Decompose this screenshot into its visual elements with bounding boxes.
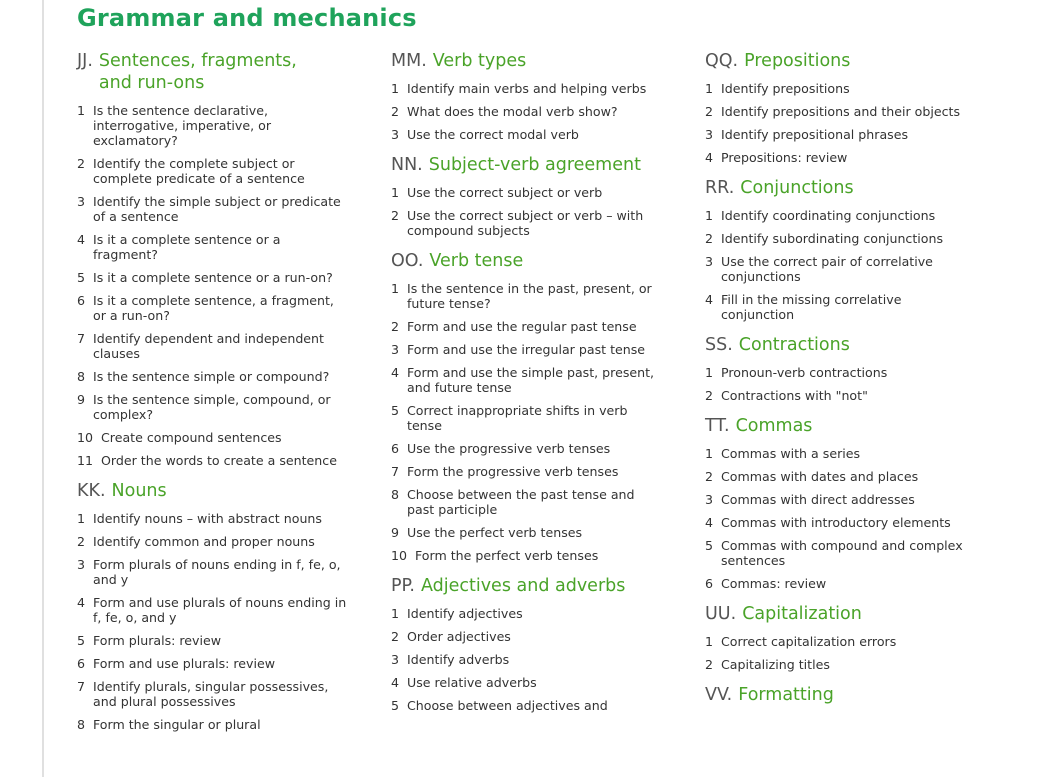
skill-link[interactable]	[77, 430, 347, 445]
skill-label[interactable]: Use the correct subject or verb	[407, 185, 603, 200]
skill-link[interactable]	[391, 487, 661, 517]
skill-number: 1	[705, 365, 714, 380]
skill-label[interactable]: Identify common and proper nouns	[93, 534, 315, 549]
skill-number: 1	[391, 81, 400, 96]
skill-number: 9	[391, 525, 400, 540]
skill-number: 3	[705, 127, 714, 142]
section-title-link[interactable]: Capitalization	[742, 604, 862, 624]
skill-link[interactable]	[705, 634, 975, 649]
skill-link[interactable]	[77, 232, 347, 262]
skill-link[interactable]	[77, 453, 347, 468]
skill-number: 5	[77, 633, 86, 648]
skill-number: 1	[705, 208, 714, 223]
skill-label[interactable]: Identify dependent and independent clauses	[93, 331, 324, 361]
skill-section	[391, 575, 671, 713]
skill-link[interactable]	[705, 150, 975, 165]
skill-label[interactable]: Identify prepositional phrases	[721, 127, 909, 142]
skill-number: 7	[77, 679, 86, 694]
skill-link[interactable]	[391, 208, 661, 238]
skill-link[interactable]	[705, 127, 975, 142]
section-code: SS.	[705, 335, 733, 355]
skill-label[interactable]: Identify prepositions	[721, 81, 850, 96]
page-title: Grammar and mechanics	[77, 4, 417, 32]
skill-number: 3	[391, 652, 400, 667]
skill-link[interactable]	[77, 557, 347, 587]
skill-label[interactable]: Use the correct modal verb	[407, 127, 579, 142]
skill-number: 1	[391, 606, 400, 621]
skill-link[interactable]	[391, 185, 661, 200]
skill-label[interactable]: Identify adjectives	[407, 606, 523, 621]
skill-number: 1	[705, 446, 714, 461]
skill-label[interactable]: Identify nouns – with abstract nouns	[93, 511, 322, 526]
skill-label[interactable]: Correct inappropriate shifts in verb tense	[407, 403, 628, 433]
skill-label[interactable]: Form the progressive verb tenses	[407, 464, 619, 479]
skill-number: 1	[705, 634, 714, 649]
skill-link[interactable]	[391, 342, 661, 357]
skill-link[interactable]	[77, 595, 347, 625]
skill-label[interactable]: Use the correct subject or verb – with compound subjects	[407, 208, 644, 238]
skill-label[interactable]: Is it a complete sentence or a run-on?	[93, 270, 333, 285]
skill-number: 1	[705, 81, 714, 96]
skill-link[interactable]	[705, 292, 975, 322]
section-heading	[705, 177, 985, 199]
skill-link[interactable]	[391, 319, 661, 334]
skill-section	[705, 334, 985, 403]
skill-section	[391, 50, 671, 142]
skill-list	[391, 185, 671, 238]
skill-link[interactable]	[77, 392, 347, 422]
skill-number: 5	[391, 403, 400, 418]
skill-number: 1	[391, 185, 400, 200]
section-code: QQ.	[705, 51, 739, 71]
skill-link[interactable]	[705, 254, 975, 284]
section-code: UU.	[705, 604, 737, 624]
skill-label[interactable]: Is the sentence declarative, interrogative, imperative, or exclamatory?	[93, 103, 272, 148]
section-title-link[interactable]: Subject-verb agreement	[428, 155, 641, 175]
skill-number: 4	[391, 365, 400, 380]
section-code: JJ.	[77, 51, 93, 71]
skill-label[interactable]: Form and use plurals of nouns ending in f, fe, o, and y	[93, 595, 347, 625]
skill-number: 8	[77, 717, 86, 732]
section-title-link[interactable]: Adjectives and adverbs	[420, 576, 626, 596]
skill-number: 2	[391, 104, 400, 119]
skill-section	[77, 50, 357, 468]
skill-link[interactable]	[77, 633, 347, 648]
section-title-link[interactable]: Prepositions	[744, 51, 851, 71]
skill-link[interactable]	[391, 127, 661, 142]
skill-label[interactable]: Commas with dates and places	[721, 469, 919, 484]
skill-link[interactable]	[705, 446, 975, 461]
section-title-link[interactable]: Sentences, fragments, and run-ons	[98, 51, 297, 93]
skill-label[interactable]: Is the sentence in the past, present, or future tense?	[407, 281, 652, 311]
skill-label[interactable]: Use the correct pair of correlative conjunctions	[721, 254, 933, 284]
skill-label[interactable]: Order the words to create a sentence	[101, 453, 337, 468]
skill-number: 2	[705, 388, 714, 403]
skill-section	[77, 480, 357, 732]
skill-number: 2	[705, 231, 714, 246]
skill-label[interactable]: Form the singular or plural	[93, 717, 261, 732]
skill-number: 2	[77, 534, 86, 549]
skill-label[interactable]: Identify adverbs	[407, 652, 510, 667]
skill-list	[77, 511, 357, 732]
skill-number: 3	[391, 127, 400, 142]
skills-column-3	[705, 50, 985, 718]
skill-label[interactable]: Is it a complete sentence or a fragment?	[93, 232, 281, 262]
skill-section	[391, 250, 671, 563]
section-heading	[705, 684, 985, 706]
skill-label[interactable]: Form and use plurals: review	[93, 656, 276, 671]
skill-list	[705, 208, 985, 322]
skill-number: 4	[77, 595, 86, 610]
skill-number: 7	[391, 464, 400, 479]
skill-number: 6	[77, 656, 86, 671]
skill-number: 1	[77, 103, 86, 118]
skill-list	[391, 281, 671, 563]
section-title-link[interactable]: Verb types	[432, 51, 527, 71]
section-heading	[391, 50, 671, 72]
skill-number: 9	[77, 392, 86, 407]
skill-label[interactable]: Form and use the simple past, present, and future tense	[407, 365, 655, 395]
skill-number: 2	[705, 657, 714, 672]
skill-link[interactable]	[77, 679, 347, 709]
section-code: KK.	[77, 481, 106, 501]
skill-list	[391, 81, 671, 142]
skill-link[interactable]	[705, 492, 975, 507]
skill-number: 6	[705, 576, 714, 591]
section-heading	[391, 154, 671, 176]
skill-label[interactable]: Capitalizing titles	[721, 657, 830, 672]
section-heading	[705, 415, 985, 437]
skill-number: 2	[391, 319, 400, 334]
skill-link[interactable]	[391, 698, 661, 713]
skill-label[interactable]: Is it a complete sentence, a fragment, or a run-on?	[93, 293, 334, 323]
skill-label[interactable]: Pronoun-verb contractions	[721, 365, 888, 380]
skill-number: 4	[705, 515, 714, 530]
skill-link[interactable]	[77, 511, 347, 526]
skill-number: 8	[391, 487, 400, 502]
skill-link[interactable]	[391, 441, 661, 456]
skill-number: 6	[391, 441, 400, 456]
skill-link[interactable]	[705, 515, 975, 530]
skill-link[interactable]	[77, 331, 347, 361]
skill-link[interactable]	[391, 629, 661, 644]
section-heading	[77, 480, 357, 502]
skills-column-2	[391, 50, 671, 725]
skill-label[interactable]: Prepositions: review	[721, 150, 848, 165]
skill-link[interactable]	[705, 388, 975, 403]
skill-label[interactable]: Choose between adjectives and	[407, 698, 608, 713]
section-heading	[77, 50, 357, 94]
skill-label[interactable]: Choose between the past tense and past participle	[407, 487, 635, 517]
skill-link[interactable]	[705, 365, 975, 380]
skill-link[interactable]	[77, 717, 347, 732]
skill-label[interactable]: Identify subordinating conjunctions	[721, 231, 944, 246]
skill-link[interactable]	[391, 464, 661, 479]
skill-number: 1	[391, 281, 400, 296]
skill-link[interactable]	[391, 606, 661, 621]
skill-link[interactable]	[391, 81, 661, 96]
skill-link[interactable]	[705, 538, 975, 568]
skill-number: 4	[391, 675, 400, 690]
skill-label[interactable]: Identify prepositions and their objects	[721, 104, 961, 119]
skill-link[interactable]	[391, 675, 661, 690]
skill-number: 5	[391, 698, 400, 713]
skill-label[interactable]: Contractions with "not"	[721, 388, 868, 403]
skill-label[interactable]: Identify main verbs and helping verbs	[407, 81, 647, 96]
skill-number: 3	[705, 254, 714, 269]
skill-list	[705, 81, 985, 165]
section-title-link[interactable]: Contractions	[738, 335, 850, 355]
skill-number: 1	[77, 511, 86, 526]
skill-link[interactable]	[77, 156, 347, 186]
skill-label[interactable]: Form the perfect verb tenses	[415, 548, 599, 563]
skill-link[interactable]	[705, 231, 975, 246]
skill-label[interactable]: Commas with a series	[721, 446, 861, 461]
section-title-link[interactable]: Commas	[735, 416, 813, 436]
skill-label[interactable]: Form and use the regular past tense	[407, 319, 637, 334]
skill-label[interactable]: Form plurals of nouns ending in f, fe, o, and y	[93, 557, 341, 587]
section-heading	[705, 50, 985, 72]
skill-link[interactable]	[391, 104, 661, 119]
section-heading	[391, 250, 671, 272]
skill-number: 2	[391, 208, 400, 223]
skill-link[interactable]	[77, 270, 347, 285]
skill-label[interactable]: Create compound sentences	[101, 430, 282, 445]
skill-number: 3	[391, 342, 400, 357]
skill-link[interactable]	[77, 534, 347, 549]
skill-list	[705, 446, 985, 591]
skill-number: 2	[705, 469, 714, 484]
skill-number: 8	[77, 369, 86, 384]
skill-link[interactable]	[705, 104, 975, 119]
skill-label[interactable]: Use the perfect verb tenses	[407, 525, 583, 540]
skill-link[interactable]	[391, 652, 661, 667]
section-code: MM.	[391, 51, 427, 71]
section-code: VV.	[705, 685, 733, 705]
skill-number: 3	[77, 194, 86, 209]
skills-column-1	[77, 50, 357, 744]
section-code: NN.	[391, 155, 423, 175]
skill-link[interactable]	[77, 194, 347, 224]
section-title-link[interactable]: Verb tense	[429, 251, 524, 271]
skill-label[interactable]: Identify plurals, singular possessives, and plural possessives	[93, 679, 329, 709]
skill-label[interactable]: Commas: review	[721, 576, 827, 591]
section-heading	[705, 603, 985, 625]
section-heading	[705, 334, 985, 356]
skill-link[interactable]	[391, 281, 661, 311]
skill-section	[705, 50, 985, 165]
skill-label[interactable]: Identify coordinating conjunctions	[721, 208, 936, 223]
skill-link[interactable]	[391, 403, 661, 433]
skill-label[interactable]: Form and use the irregular past tense	[407, 342, 646, 357]
skill-label[interactable]: Use the progressive verb tenses	[407, 441, 611, 456]
section-heading	[391, 575, 671, 597]
skill-link[interactable]	[77, 369, 347, 384]
skill-label[interactable]: Order adjectives	[407, 629, 511, 644]
skill-number: 5	[705, 538, 714, 553]
skill-list	[391, 606, 671, 713]
skill-label[interactable]: Commas with introductory elements	[721, 515, 951, 530]
skill-label[interactable]: Is the sentence simple, compound, or complex?	[93, 392, 331, 422]
skill-label[interactable]: Commas with direct addresses	[721, 492, 915, 507]
skill-label[interactable]: Identify the complete subject or complete predicate of a sentence	[93, 156, 305, 186]
skill-label[interactable]: Is the sentence simple or compound?	[93, 369, 330, 384]
left-border	[0, 0, 44, 777]
skill-section	[705, 603, 985, 672]
skill-number: 7	[77, 331, 86, 346]
skill-number: 2	[705, 104, 714, 119]
skill-link[interactable]	[705, 657, 975, 672]
section-title-link[interactable]: Conjunctions	[740, 178, 854, 198]
skill-list	[705, 634, 985, 672]
skill-label[interactable]: What does the modal verb show?	[407, 104, 618, 119]
skill-list	[77, 103, 357, 468]
section-code: PP.	[391, 576, 415, 596]
skill-number: 2	[77, 156, 86, 171]
skill-number: 6	[77, 293, 86, 308]
skill-number: 3	[705, 492, 714, 507]
skill-number: 5	[77, 270, 86, 285]
skill-link[interactable]	[391, 365, 661, 395]
section-title-link[interactable]: Nouns	[111, 481, 167, 501]
skill-label[interactable]: Use relative adverbs	[407, 675, 537, 690]
skill-label[interactable]: Fill in the missing correlative conjunction	[721, 292, 902, 322]
skill-label[interactable]: Form plurals: review	[93, 633, 222, 648]
section-title-link[interactable]: Formatting	[738, 685, 834, 705]
skill-number: 2	[391, 629, 400, 644]
skill-link[interactable]	[705, 81, 975, 96]
skill-link[interactable]	[705, 469, 975, 484]
skill-link[interactable]	[391, 548, 661, 563]
skill-link[interactable]	[77, 293, 347, 323]
section-code: TT.	[705, 416, 730, 436]
skill-number: 10	[391, 548, 408, 563]
skill-label[interactable]: Identify the simple subject or predicate of a sentence	[93, 194, 341, 224]
skill-link[interactable]	[77, 656, 347, 671]
skill-section	[705, 684, 985, 706]
skill-link[interactable]	[391, 525, 661, 540]
skill-list	[705, 365, 985, 403]
skill-number: 4	[77, 232, 86, 247]
section-code: RR.	[705, 178, 735, 198]
skill-number: 3	[77, 557, 86, 572]
skill-label[interactable]: Commas with compound and complex sentences	[721, 538, 963, 568]
skill-link[interactable]	[77, 103, 347, 148]
skill-number: 4	[705, 292, 714, 307]
skill-section	[705, 415, 985, 591]
skill-section	[705, 177, 985, 322]
skill-number: 10	[77, 430, 94, 445]
skill-section	[391, 154, 671, 238]
skill-label[interactable]: Correct capitalization errors	[721, 634, 897, 649]
section-code: OO.	[391, 251, 424, 271]
skill-link[interactable]	[705, 576, 975, 591]
skill-number: 11	[77, 453, 94, 468]
skill-link[interactable]	[705, 208, 975, 223]
skill-number: 4	[705, 150, 714, 165]
